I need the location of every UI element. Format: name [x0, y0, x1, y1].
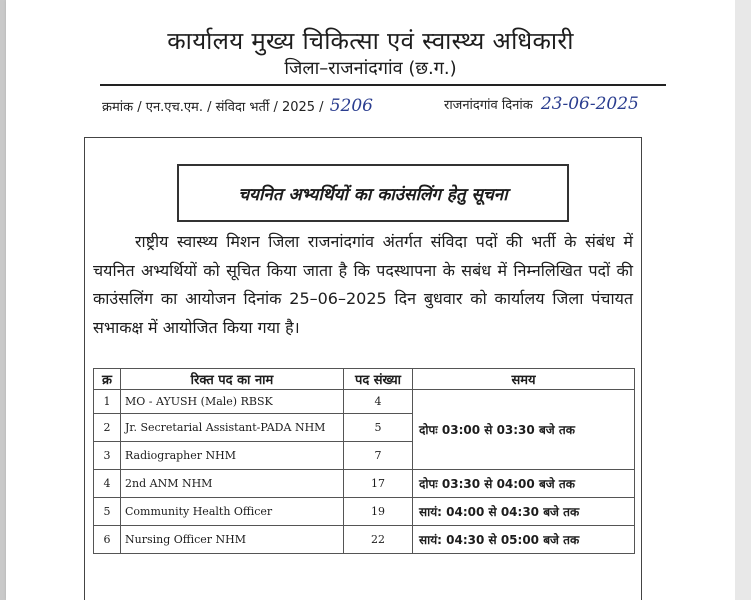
header-divider — [100, 84, 666, 86]
table-row — [94, 390, 635, 414]
subject-box — [177, 164, 569, 222]
district-line: जिला–राजनांदगांव (छ.ग.) — [284, 58, 457, 79]
reference-number: 5206 — [329, 96, 373, 116]
row-count: 5 — [344, 414, 413, 442]
reference-prefix: क्रमांक / एन.एच.एम. / संविदा भर्ती / 2025 / — [102, 100, 324, 115]
row-post: 2nd ANM NHM — [121, 470, 344, 498]
row-sn: 1 — [94, 390, 121, 414]
row-sn: 6 — [94, 526, 121, 554]
office-title: कार्यालय मुख्य चिकित्सा एवं स्वास्थ्य अधिकारी — [167, 27, 574, 55]
row-count: 22 — [344, 526, 413, 554]
row-time: दोपः 03:30 से 04:00 बजे तक — [413, 470, 635, 498]
date-label: राजनांदगांव दिनांक — [444, 98, 533, 113]
row-post: Jr. Secretarial Assistant-PADA NHM — [121, 414, 344, 442]
col-header-count: पद संख्या — [344, 369, 413, 390]
row-time: सायं: 04:00 से 04:30 बजे तक — [413, 498, 635, 526]
row-time: सायं: 04:30 से 05:00 बजे तक — [413, 526, 635, 554]
row-sn: 4 — [94, 470, 121, 498]
date-line — [444, 94, 639, 114]
row-sn: 5 — [94, 498, 121, 526]
col-header-time: समय — [413, 369, 635, 390]
row-post: Nursing Officer NHM — [121, 526, 344, 554]
col-header-sn: क्र — [94, 369, 121, 390]
notice-subject: चयनित अभ्यर्थियों का काउंसलिंग हेतु सूचना — [238, 184, 508, 205]
row-sn: 2 — [94, 414, 121, 442]
col-header-post: रिक्त पद का नाम — [121, 369, 344, 390]
row-count: 19 — [344, 498, 413, 526]
document-page — [6, 0, 735, 600]
notice-box — [84, 137, 642, 600]
row-post: Radiographer NHM — [121, 442, 344, 470]
date-value: 23-06-2025 — [540, 94, 639, 114]
row-count: 4 — [344, 390, 413, 414]
notice-body: राष्ट्रीय स्वास्थ्य मिशन जिला राजनांदगांव अंतर्गत संविदा पदों की भर्ती के संबंध में चयनित अभ्यर्थियों को सूचित किया जाता है कि पदस्थापना के सबंध में निम्नलिखित पदों की काउंसलिंग का आयोजन दिनांक 25–06–2025 दिन बुधवार को कार्यालय जिला पंचायत सभाकक्ष में आयोजित किया गया है। — [93, 232, 633, 337]
table-row — [94, 470, 635, 498]
table-header-row — [94, 369, 635, 390]
row-sn: 3 — [94, 442, 121, 470]
table-row — [94, 498, 635, 526]
row-count: 7 — [344, 442, 413, 470]
row-post: Community Health Officer — [121, 498, 344, 526]
row-count: 17 — [344, 470, 413, 498]
row-time: दोपः 03:00 से 03:30 बजे तक — [413, 390, 635, 470]
row-post: MO - AYUSH (Male) RBSK — [121, 390, 344, 414]
table-row — [94, 526, 635, 554]
viewer-scroll-edge[interactable] — [735, 0, 751, 600]
reference-line — [102, 96, 373, 116]
counselling-schedule-table — [93, 368, 635, 554]
